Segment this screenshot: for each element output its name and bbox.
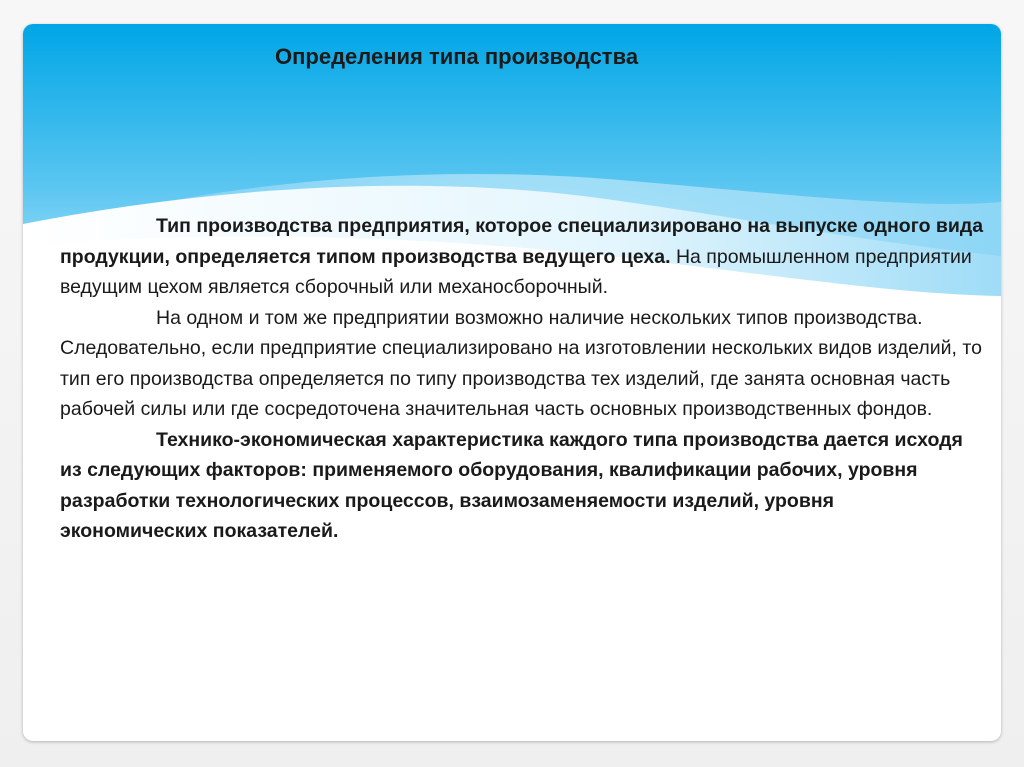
paragraph-3 (60, 425, 985, 547)
slide-body (60, 211, 985, 547)
slide (23, 24, 1001, 741)
paragraph-1 (60, 211, 985, 303)
slide-title: Определения типа производства (275, 44, 639, 69)
paragraph-2: На одном и том же предприятии возможно наличие нескольких типов производства. Следовательно, если предприятие специализировано на изготовлении нескольких видов изделий, то тип его производства определяется по типу производства тех изделий, где занята основная часть рабочей силы или где сосредоточена значительная часть основных производственных фондов. (60, 306, 982, 420)
paragraph-1-bold: Тип производства предприятия, которое специализировано на выпуске одного вида продукции, определяется типом производства ведущего цеха. (60, 215, 984, 268)
paragraph-3-bold: Технико-экономическая характеристика каждого типа производства дается исходя из следующих факторов: применяемого оборудования, квалификации рабочих, уровня разработки технологических процессов, взаимозаменяемости изделий, уровня экономических показателей. (60, 428, 963, 542)
paragraph-1-regular: На промышленном предприятии ведущим цехом является сборочный или механосборочный. (60, 245, 972, 298)
